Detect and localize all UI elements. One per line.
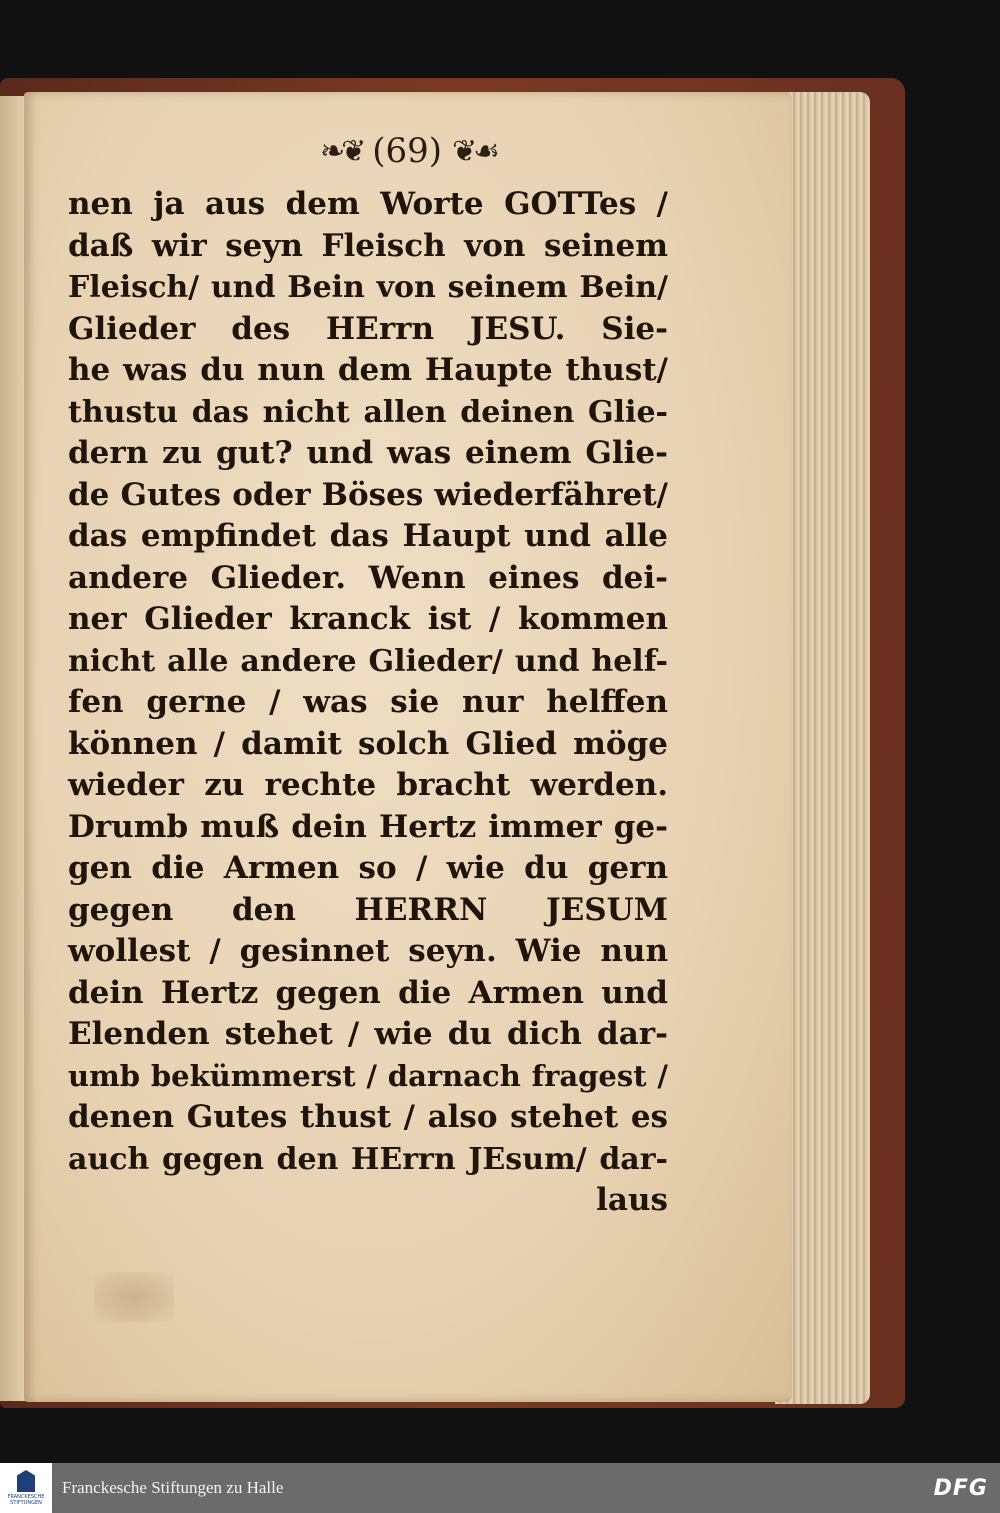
text-line: fen gerne / was sie nur helffen bbox=[68, 684, 668, 720]
building-icon bbox=[17, 1470, 35, 1492]
text-line: Glieder des HErrn JESU. Sie- bbox=[68, 310, 668, 347]
page-header bbox=[24, 126, 792, 176]
text-line: andere Glieder. Wenn eines dei- bbox=[68, 559, 668, 596]
institution-name[interactable]: Franckesche Stiftungen zu Halle bbox=[62, 1478, 284, 1497]
institution-logo[interactable] bbox=[0, 1463, 52, 1513]
text-line: Fleisch/ und Bein von seinem Bein/ bbox=[68, 270, 668, 305]
ornament-left: ❧❦ bbox=[319, 133, 363, 169]
book-page bbox=[24, 92, 792, 1402]
text-line: wieder zu rechte bracht werden. bbox=[68, 767, 668, 803]
ornament-right: ❦☙ bbox=[452, 133, 497, 169]
text-line: thustu das nicht allen deinen Glie- bbox=[68, 394, 668, 430]
text-line: nen ja aus dem Worte GOTTes / bbox=[68, 186, 668, 222]
text-line: wollest / gesinnet seyn. Wie nun bbox=[68, 933, 668, 969]
text-line: denen Gutes thust / also stehet es bbox=[68, 1099, 668, 1135]
text-line: Drumb muß dein Hertz immer ge- bbox=[68, 808, 668, 845]
text-line: he was du nun dem Haupte thust/ bbox=[68, 352, 668, 388]
paper-stain bbox=[94, 1272, 174, 1322]
text-line: können / damit solch Glied möge bbox=[68, 725, 668, 762]
text-line: auch gegen den HErrn JEsum/ dar- bbox=[68, 1141, 668, 1177]
footer-bar bbox=[0, 1463, 1000, 1513]
page-number: (69) bbox=[372, 131, 443, 171]
logo-text: FRANCKESCHE STIFTUNGEN bbox=[7, 1494, 45, 1506]
text-line: nicht alle andere Glieder/ und helf- bbox=[68, 643, 668, 679]
text-line: Elenden stehet / wie du dich dar- bbox=[68, 1016, 668, 1052]
text-line: das empfindet das Haupt und alle bbox=[68, 518, 668, 554]
catchword: laus bbox=[596, 1182, 668, 1218]
text-line: daß wir seyn Fleisch von seinem bbox=[68, 227, 668, 264]
text-line: de Gutes oder Böses wiederfähret/ bbox=[68, 476, 668, 513]
text-line: umb bekümmerst / darnach fragest / bbox=[68, 1058, 668, 1093]
text-line: ner Glieder kranck ist / kommen bbox=[68, 601, 668, 637]
body-text bbox=[68, 184, 668, 1222]
text-line: gen die Armen so / wie du gern bbox=[68, 850, 668, 886]
text-line: dern zu gut? und was einem Glie- bbox=[68, 435, 668, 471]
text-line: dein Hertz gegen die Armen und bbox=[68, 974, 668, 1011]
dfg-logo[interactable]: DFG bbox=[933, 1475, 988, 1501]
text-line: gegen den HERRN JESUM bbox=[68, 891, 668, 928]
